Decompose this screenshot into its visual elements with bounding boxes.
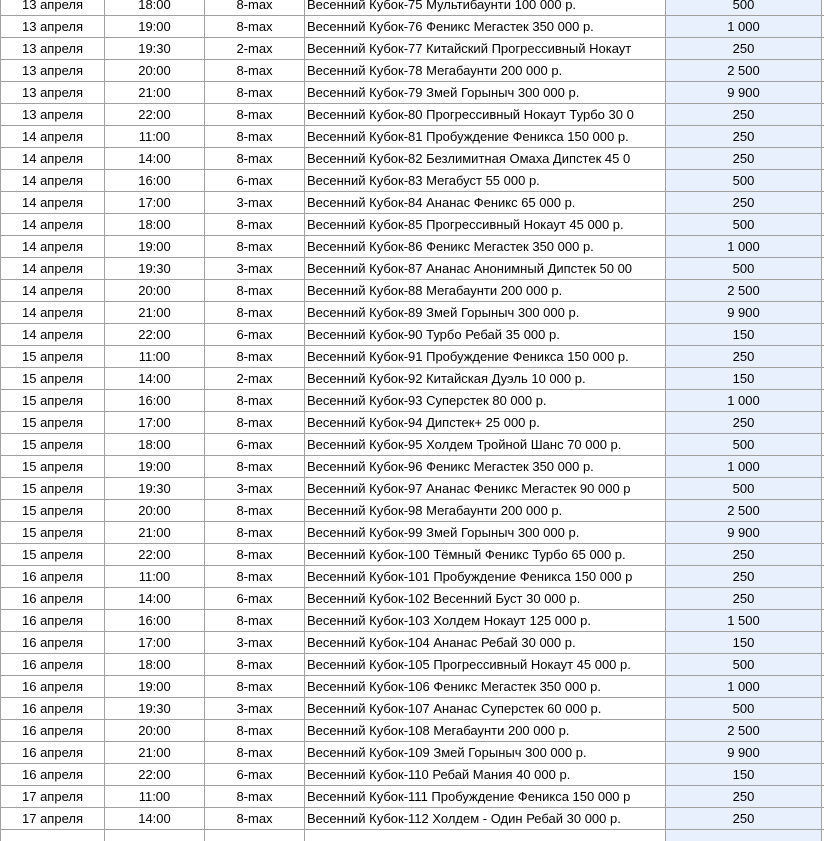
table-row bbox=[1, 786, 824, 808]
buy-in-cell[interactable]: 250 bbox=[666, 38, 822, 60]
buy-in-cell[interactable]: 150 bbox=[666, 764, 822, 786]
buy-in-cell[interactable]: 1 000 bbox=[666, 16, 822, 38]
tournament-name-cell[interactable] bbox=[305, 830, 666, 841]
tournament-name-cell[interactable]: Весенний Кубок-99 Змей Горыныч 300 000 р. bbox=[305, 522, 666, 544]
buy-in-cell[interactable]: 150 bbox=[666, 368, 822, 390]
date-cell[interactable]: 15 апреля bbox=[1, 368, 105, 390]
time-cell[interactable]: 20:00 bbox=[105, 500, 205, 522]
date-cell[interactable]: 13 апреля bbox=[1, 38, 105, 60]
buy-in-cell[interactable]: 250 bbox=[666, 412, 822, 434]
date-cell[interactable]: 16 апреля bbox=[1, 742, 105, 764]
tournament-name-cell[interactable]: Весенний Кубок-83 Мегабуст 55 000 р. bbox=[305, 170, 666, 192]
time-cell[interactable]: 22:00 bbox=[105, 544, 205, 566]
date-cell[interactable]: 16 апреля bbox=[1, 632, 105, 654]
buy-in-cell[interactable]: 1 500 bbox=[666, 610, 822, 632]
tournament-name-cell[interactable]: Весенний Кубок-75 Мультибаунти 100 000 р. bbox=[305, 0, 666, 16]
table-row bbox=[1, 434, 824, 456]
table-format-cell[interactable]: 8-max bbox=[205, 610, 305, 632]
table-row bbox=[1, 720, 824, 742]
buy-in-cell[interactable]: 9 900 bbox=[666, 742, 822, 764]
table-row bbox=[1, 544, 824, 566]
buy-in-cell[interactable]: 2 500 bbox=[666, 720, 822, 742]
table-row bbox=[1, 214, 824, 236]
table-row bbox=[1, 698, 824, 720]
tournament-name-cell[interactable]: Весенний Кубок-104 Ананас Ребай 30 000 р. bbox=[305, 632, 666, 654]
buy-in-cell[interactable]: 150 bbox=[666, 632, 822, 654]
table-row bbox=[1, 0, 824, 16]
table-format-cell[interactable]: 8-max bbox=[205, 148, 305, 170]
table-row bbox=[1, 808, 824, 830]
table-row bbox=[1, 302, 824, 324]
buy-in-cell[interactable]: 250 bbox=[666, 346, 822, 368]
date-cell[interactable]: 16 апреля bbox=[1, 610, 105, 632]
table-row bbox=[1, 192, 824, 214]
buy-in-cell[interactable] bbox=[666, 830, 822, 841]
table-row bbox=[1, 324, 824, 346]
buy-in-cell[interactable]: 9 900 bbox=[666, 82, 822, 104]
tournament-name-cell[interactable]: Весенний Кубок-98 Мегабаунти 200 000 р. bbox=[305, 500, 666, 522]
tournament-name-cell[interactable]: Весенний Кубок-101 Пробуждение Феникса 150 000 р bbox=[305, 566, 666, 588]
time-cell[interactable]: 11:00 bbox=[105, 786, 205, 808]
date-cell[interactable]: 14 апреля bbox=[1, 258, 105, 280]
time-cell[interactable]: 11:00 bbox=[105, 346, 205, 368]
time-cell[interactable]: 14:00 bbox=[105, 148, 205, 170]
time-cell[interactable]: 19:30 bbox=[105, 258, 205, 280]
table-format-cell[interactable]: 8-max bbox=[205, 742, 305, 764]
time-cell[interactable]: 21:00 bbox=[105, 742, 205, 764]
time-cell[interactable] bbox=[105, 830, 205, 841]
tournament-name-cell[interactable]: Весенний Кубок-88 Мегабаунти 200 000 р. bbox=[305, 280, 666, 302]
table-format-cell[interactable]: 8-max bbox=[205, 808, 305, 830]
buy-in-cell[interactable]: 500 bbox=[666, 0, 822, 16]
table-format-cell[interactable]: 8-max bbox=[205, 456, 305, 478]
date-cell[interactable]: 14 апреля bbox=[1, 148, 105, 170]
table-row bbox=[1, 346, 824, 368]
buy-in-cell[interactable]: 1 000 bbox=[666, 676, 822, 698]
date-cell[interactable]: 16 апреля bbox=[1, 764, 105, 786]
buy-in-cell[interactable]: 500 bbox=[666, 434, 822, 456]
tournament-name-cell[interactable]: Весенний Кубок-100 Тёмный Феникс Турбо 65 000 р. bbox=[305, 544, 666, 566]
time-cell[interactable]: 18:00 bbox=[105, 434, 205, 456]
table-row bbox=[1, 82, 824, 104]
tournament-name-cell[interactable]: Весенний Кубок-80 Прогрессивный Нокаут Турбо 30 0 bbox=[305, 104, 666, 126]
date-cell[interactable]: 16 апреля bbox=[1, 698, 105, 720]
date-cell[interactable]: 16 апреля bbox=[1, 588, 105, 610]
table-format-cell[interactable]: 8-max bbox=[205, 390, 305, 412]
table-format-cell[interactable]: 8-max bbox=[205, 280, 305, 302]
buy-in-cell[interactable]: 9 900 bbox=[666, 522, 822, 544]
date-cell[interactable]: 14 апреля bbox=[1, 302, 105, 324]
table-body bbox=[1, 0, 824, 841]
date-cell[interactable]: 14 апреля bbox=[1, 192, 105, 214]
tournament-name-cell[interactable]: Весенний Кубок-84 Ананас Феникс 65 000 р. bbox=[305, 192, 666, 214]
table-format-cell[interactable]: 8-max bbox=[205, 346, 305, 368]
table-row bbox=[1, 588, 824, 610]
buy-in-cell[interactable]: 1 000 bbox=[666, 456, 822, 478]
tournament-name-cell[interactable]: Весенний Кубок-82 Безлимитная Омаха Дипстек 45 0 bbox=[305, 148, 666, 170]
tournament-name-cell[interactable]: Весенний Кубок-94 Дипстек+ 25 000 р. bbox=[305, 412, 666, 434]
tournament-name-cell[interactable]: Весенний Кубок-108 Мегабаунти 200 000 р. bbox=[305, 720, 666, 742]
table-row bbox=[1, 126, 824, 148]
time-cell[interactable]: 17:00 bbox=[105, 412, 205, 434]
time-cell[interactable]: 21:00 bbox=[105, 82, 205, 104]
buy-in-cell[interactable]: 9 900 bbox=[666, 302, 822, 324]
date-cell[interactable]: 13 апреля bbox=[1, 82, 105, 104]
time-cell[interactable]: 17:00 bbox=[105, 192, 205, 214]
tournament-name-cell[interactable]: Весенний Кубок-76 Феникс Мегастек 350 000 р. bbox=[305, 16, 666, 38]
table-row bbox=[1, 236, 824, 258]
table-format-cell[interactable]: 2-max bbox=[205, 368, 305, 390]
date-cell[interactable]: 14 апреля bbox=[1, 126, 105, 148]
time-cell[interactable]: 21:00 bbox=[105, 522, 205, 544]
buy-in-cell[interactable]: 150 bbox=[666, 324, 822, 346]
time-cell[interactable]: 19:30 bbox=[105, 38, 205, 60]
tournament-name-cell[interactable]: Весенний Кубок-91 Пробуждение Феникса 150 000 р. bbox=[305, 346, 666, 368]
date-cell[interactable]: 17 апреля bbox=[1, 786, 105, 808]
table-row bbox=[1, 390, 824, 412]
tournament-name-cell[interactable]: Весенний Кубок-89 Змей Горыныч 300 000 р. bbox=[305, 302, 666, 324]
table-row bbox=[1, 60, 824, 82]
table-row bbox=[1, 654, 824, 676]
buy-in-cell[interactable]: 500 bbox=[666, 698, 822, 720]
table-format-cell[interactable]: 8-max bbox=[205, 522, 305, 544]
tournament-name-cell[interactable]: Весенний Кубок-85 Прогрессивный Нокаут 45 000 р. bbox=[305, 214, 666, 236]
tournament-name-cell[interactable]: Весенний Кубок-79 Змей Горыныч 300 000 р. bbox=[305, 82, 666, 104]
tournament-name-cell[interactable]: Весенний Кубок-110 Ребай Мания 40 000 р. bbox=[305, 764, 666, 786]
tournament-name-cell[interactable]: Весенний Кубок-95 Холдем Тройной Шанс 70 000 р. bbox=[305, 434, 666, 456]
time-cell[interactable]: 20:00 bbox=[105, 280, 205, 302]
time-cell[interactable]: 11:00 bbox=[105, 566, 205, 588]
date-cell[interactable]: 15 апреля bbox=[1, 346, 105, 368]
buy-in-cell[interactable]: 250 bbox=[666, 808, 822, 830]
table-format-cell[interactable]: 8-max bbox=[205, 214, 305, 236]
table-row bbox=[1, 170, 824, 192]
date-cell[interactable]: 15 апреля bbox=[1, 390, 105, 412]
time-cell[interactable]: 22:00 bbox=[105, 324, 205, 346]
time-cell[interactable]: 14:00 bbox=[105, 368, 205, 390]
table-format-cell[interactable]: 8-max bbox=[205, 654, 305, 676]
table-format-cell[interactable]: 2-max bbox=[205, 38, 305, 60]
date-cell[interactable]: 15 апреля bbox=[1, 500, 105, 522]
buy-in-cell[interactable]: 1 000 bbox=[666, 236, 822, 258]
table-row bbox=[1, 38, 824, 60]
time-cell[interactable]: 11:00 bbox=[105, 126, 205, 148]
tournament-name-cell[interactable]: Весенний Кубок-81 Пробуждение Феникса 150 000 р. bbox=[305, 126, 666, 148]
table-row bbox=[1, 566, 824, 588]
table-format-cell[interactable]: 8-max bbox=[205, 60, 305, 82]
date-cell[interactable]: 15 апреля bbox=[1, 456, 105, 478]
tournament-name-cell[interactable]: Весенний Кубок-93 Суперстек 80 000 р. bbox=[305, 390, 666, 412]
time-cell[interactable]: 16:00 bbox=[105, 610, 205, 632]
table-format-cell[interactable]: 3-max bbox=[205, 632, 305, 654]
time-cell[interactable]: 19:30 bbox=[105, 698, 205, 720]
buy-in-cell[interactable]: 250 bbox=[666, 544, 822, 566]
date-cell[interactable]: 15 апреля bbox=[1, 522, 105, 544]
table-format-cell[interactable]: 3-max bbox=[205, 478, 305, 500]
tournament-name-cell[interactable]: Весенний Кубок-77 Китайский Прогрессивный Нокаут bbox=[305, 38, 666, 60]
table-format-cell[interactable]: 8-max bbox=[205, 0, 305, 16]
time-cell[interactable]: 18:00 bbox=[105, 654, 205, 676]
buy-in-cell[interactable]: 500 bbox=[666, 654, 822, 676]
date-cell[interactable]: 14 апреля bbox=[1, 236, 105, 258]
tournament-name-cell[interactable]: Весенний Кубок-106 Феникс Мегастек 350 000 р. bbox=[305, 676, 666, 698]
table-format-cell[interactable]: 6-max bbox=[205, 764, 305, 786]
table-format-cell[interactable]: 8-max bbox=[205, 126, 305, 148]
tournament-name-cell[interactable]: Весенний Кубок-109 Змей Горыныч 300 000 р. bbox=[305, 742, 666, 764]
date-cell[interactable]: 15 апреля bbox=[1, 434, 105, 456]
tournament-name-cell[interactable]: Весенний Кубок-103 Холдем Нокаут 125 000 р. bbox=[305, 610, 666, 632]
time-cell[interactable]: 18:00 bbox=[105, 0, 205, 16]
date-cell[interactable]: 16 апреля bbox=[1, 654, 105, 676]
date-cell[interactable]: 13 апреля bbox=[1, 16, 105, 38]
buy-in-cell[interactable]: 500 bbox=[666, 170, 822, 192]
buy-in-cell[interactable]: 2 500 bbox=[666, 280, 822, 302]
tournament-name-cell[interactable]: Весенний Кубок-107 Ананас Суперстек 60 000 р. bbox=[305, 698, 666, 720]
date-cell[interactable]: 14 апреля bbox=[1, 324, 105, 346]
tournament-name-cell[interactable]: Весенний Кубок-87 Ананас Анонимный Дипстек 50 00 bbox=[305, 258, 666, 280]
table-format-cell[interactable]: 8-max bbox=[205, 82, 305, 104]
time-cell[interactable]: 20:00 bbox=[105, 60, 205, 82]
tournament-name-cell[interactable]: Весенний Кубок-86 Феникс Мегастек 350 000 р. bbox=[305, 236, 666, 258]
tournament-name-cell[interactable]: Весенний Кубок-97 Ананас Феникс Мегастек 90 000 р bbox=[305, 478, 666, 500]
buy-in-cell[interactable]: 250 bbox=[666, 126, 822, 148]
table-format-cell[interactable]: 8-max bbox=[205, 566, 305, 588]
date-cell[interactable]: 13 апреля bbox=[1, 60, 105, 82]
table-format-cell[interactable] bbox=[205, 830, 305, 841]
table-row bbox=[1, 478, 824, 500]
time-cell[interactable]: 17:00 bbox=[105, 632, 205, 654]
table-format-cell[interactable]: 8-max bbox=[205, 544, 305, 566]
table-row bbox=[1, 610, 824, 632]
table-format-cell[interactable]: 3-max bbox=[205, 698, 305, 720]
time-cell[interactable]: 20:00 bbox=[105, 720, 205, 742]
tournament-name-cell[interactable]: Весенний Кубок-92 Китайская Дуэль 10 000 р. bbox=[305, 368, 666, 390]
table-row bbox=[1, 500, 824, 522]
buy-in-cell[interactable]: 2 500 bbox=[666, 60, 822, 82]
table-row bbox=[1, 676, 824, 698]
time-cell[interactable]: 19:00 bbox=[105, 236, 205, 258]
time-cell[interactable]: 19:00 bbox=[105, 676, 205, 698]
table-format-cell[interactable]: 3-max bbox=[205, 192, 305, 214]
table-format-cell[interactable]: 8-max bbox=[205, 786, 305, 808]
table-format-cell[interactable]: 8-max bbox=[205, 720, 305, 742]
table-row bbox=[1, 764, 824, 786]
time-cell[interactable]: 18:00 bbox=[105, 214, 205, 236]
buy-in-cell[interactable]: 500 bbox=[666, 258, 822, 280]
time-cell[interactable]: 14:00 bbox=[105, 588, 205, 610]
table-row bbox=[1, 258, 824, 280]
date-cell[interactable] bbox=[1, 830, 105, 841]
table-format-cell[interactable]: 6-max bbox=[205, 324, 305, 346]
tournament-name-cell[interactable]: Весенний Кубок-96 Феникс Мегастек 350 000 р. bbox=[305, 456, 666, 478]
time-cell[interactable]: 21:00 bbox=[105, 302, 205, 324]
buy-in-cell[interactable]: 250 bbox=[666, 104, 822, 126]
buy-in-cell[interactable]: 500 bbox=[666, 214, 822, 236]
tournament-name-cell[interactable]: Весенний Кубок-78 Мегабаунти 200 000 р. bbox=[305, 60, 666, 82]
time-cell[interactable]: 16:00 bbox=[105, 170, 205, 192]
table-row bbox=[1, 104, 824, 126]
table-format-cell[interactable]: 6-max bbox=[205, 588, 305, 610]
table-format-cell[interactable]: 8-max bbox=[205, 16, 305, 38]
table-row bbox=[1, 148, 824, 170]
table-row bbox=[1, 280, 824, 302]
buy-in-cell[interactable]: 1 000 bbox=[666, 390, 822, 412]
time-cell[interactable]: 22:00 bbox=[105, 104, 205, 126]
table-row bbox=[1, 522, 824, 544]
table-format-cell[interactable]: 8-max bbox=[205, 500, 305, 522]
table-format-cell[interactable]: 8-max bbox=[205, 412, 305, 434]
buy-in-cell[interactable]: 250 bbox=[666, 786, 822, 808]
tournament-name-cell[interactable]: Весенний Кубок-112 Холдем - Один Ребай 30 000 р. bbox=[305, 808, 666, 830]
table-row bbox=[1, 830, 824, 841]
time-cell[interactable]: 19:00 bbox=[105, 456, 205, 478]
buy-in-cell[interactable]: 250 bbox=[666, 588, 822, 610]
date-cell[interactable]: 14 апреля bbox=[1, 214, 105, 236]
time-cell[interactable]: 16:00 bbox=[105, 390, 205, 412]
date-cell[interactable]: 14 апреля bbox=[1, 280, 105, 302]
table-format-cell[interactable]: 8-max bbox=[205, 302, 305, 324]
time-cell[interactable]: 22:00 bbox=[105, 764, 205, 786]
date-cell[interactable]: 13 апреля bbox=[1, 0, 105, 16]
date-cell[interactable]: 15 апреля bbox=[1, 478, 105, 500]
table-format-cell[interactable]: 6-max bbox=[205, 434, 305, 456]
time-cell[interactable]: 14:00 bbox=[105, 808, 205, 830]
date-cell[interactable]: 16 апреля bbox=[1, 566, 105, 588]
date-cell[interactable]: 16 апреля bbox=[1, 720, 105, 742]
tournament-name-cell[interactable]: Весенний Кубок-111 Пробуждение Феникса 150 000 р bbox=[305, 786, 666, 808]
table-format-cell[interactable]: 8-max bbox=[205, 104, 305, 126]
table-format-cell[interactable]: 3-max bbox=[205, 258, 305, 280]
buy-in-cell[interactable]: 250 bbox=[666, 192, 822, 214]
buy-in-cell[interactable]: 500 bbox=[666, 478, 822, 500]
date-cell[interactable]: 17 апреля bbox=[1, 808, 105, 830]
date-cell[interactable]: 14 апреля bbox=[1, 170, 105, 192]
buy-in-cell[interactable]: 250 bbox=[666, 566, 822, 588]
table-format-cell[interactable]: 8-max bbox=[205, 676, 305, 698]
time-cell[interactable]: 19:30 bbox=[105, 478, 205, 500]
table-format-cell[interactable]: 8-max bbox=[205, 236, 305, 258]
tournament-name-cell[interactable]: Весенний Кубок-90 Турбо Ребай 35 000 р. bbox=[305, 324, 666, 346]
tournament-name-cell[interactable]: Весенний Кубок-105 Прогрессивный Нокаут 45 000 р. bbox=[305, 654, 666, 676]
date-cell[interactable]: 13 апреля bbox=[1, 104, 105, 126]
table-row bbox=[1, 632, 824, 654]
buy-in-cell[interactable]: 250 bbox=[666, 148, 822, 170]
date-cell[interactable]: 16 апреля bbox=[1, 676, 105, 698]
table-row bbox=[1, 412, 824, 434]
time-cell[interactable]: 19:00 bbox=[105, 16, 205, 38]
table-row bbox=[1, 16, 824, 38]
date-cell[interactable]: 15 апреля bbox=[1, 544, 105, 566]
date-cell[interactable]: 15 апреля bbox=[1, 412, 105, 434]
table-row bbox=[1, 368, 824, 390]
table-row bbox=[1, 742, 824, 764]
table-format-cell[interactable]: 6-max bbox=[205, 170, 305, 192]
tournament-name-cell[interactable]: Весенний Кубок-102 Весенний Буст 30 000 р. bbox=[305, 588, 666, 610]
buy-in-cell[interactable]: 2 500 bbox=[666, 500, 822, 522]
table-row bbox=[1, 456, 824, 478]
